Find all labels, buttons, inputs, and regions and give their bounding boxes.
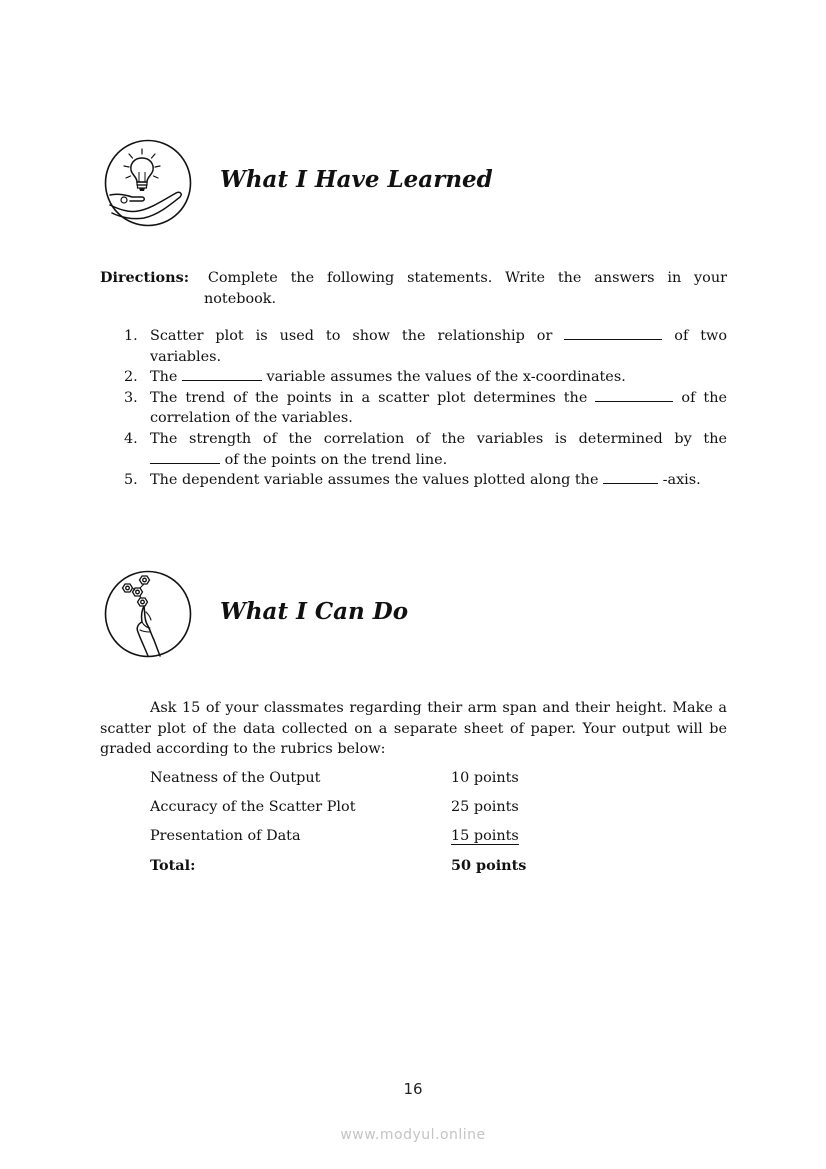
directions-text: Complete the following statements. Write the answers in your [207, 270, 727, 286]
rubric-total-points: 50 points [451, 857, 527, 874]
rubric-points: 25 points [451, 799, 519, 815]
section-title-what-i-can-do: What I Can Do [220, 598, 409, 625]
list-item: 4. The strength of the correlation of the variables is determined by the of the points on the trend line. [124, 430, 727, 468]
directions-line [100, 268, 727, 289]
answer-blank[interactable] [150, 451, 220, 464]
list-item: 1. Scatter plot is used to show the relationship or of two variables. [124, 328, 727, 365]
answer-blank[interactable] [603, 471, 658, 484]
answer-blank[interactable] [595, 389, 673, 402]
rubric-criterion: Presentation of Data [150, 828, 301, 844]
rubric-criterion: Neatness of the Output [150, 770, 321, 786]
list-item: 3. The trend of the points in a scatter plot determines the of the correlation of the variables. [124, 389, 727, 427]
watermark: www.modyul.online [340, 1127, 486, 1143]
rubric-points: 15 points [451, 828, 519, 844]
rubric-criterion: Accuracy of the Scatter Plot [150, 799, 356, 815]
rubric-points: 10 points [451, 770, 519, 786]
statements-list [124, 326, 727, 491]
directions-text-cont: notebook. [204, 290, 277, 307]
directions [100, 268, 727, 309]
list-item: 2. The variable assumes the values of the x-coordinates. [124, 369, 626, 386]
rubric-total-label: Total: [150, 857, 196, 874]
answer-blank[interactable] [182, 368, 262, 381]
page-number: 16 [403, 1080, 423, 1098]
activity-paragraph: Ask 15 of your classmates regarding their arm span and their height. Make a scatter plot of the data collected on a separate sheet of paper. Your output will be graded according to the rubrics below: [100, 700, 727, 758]
answer-blank[interactable] [564, 327, 662, 340]
list-item: 5. The dependent variable assumes the values plotted along the -axis. [124, 472, 701, 489]
hand-gears-icon [104, 570, 192, 658]
lightbulb-hand-icon [104, 139, 192, 227]
directions-label: Directions: [100, 269, 190, 286]
section-title-what-i-have-learned: What I Have Learned [220, 166, 493, 193]
